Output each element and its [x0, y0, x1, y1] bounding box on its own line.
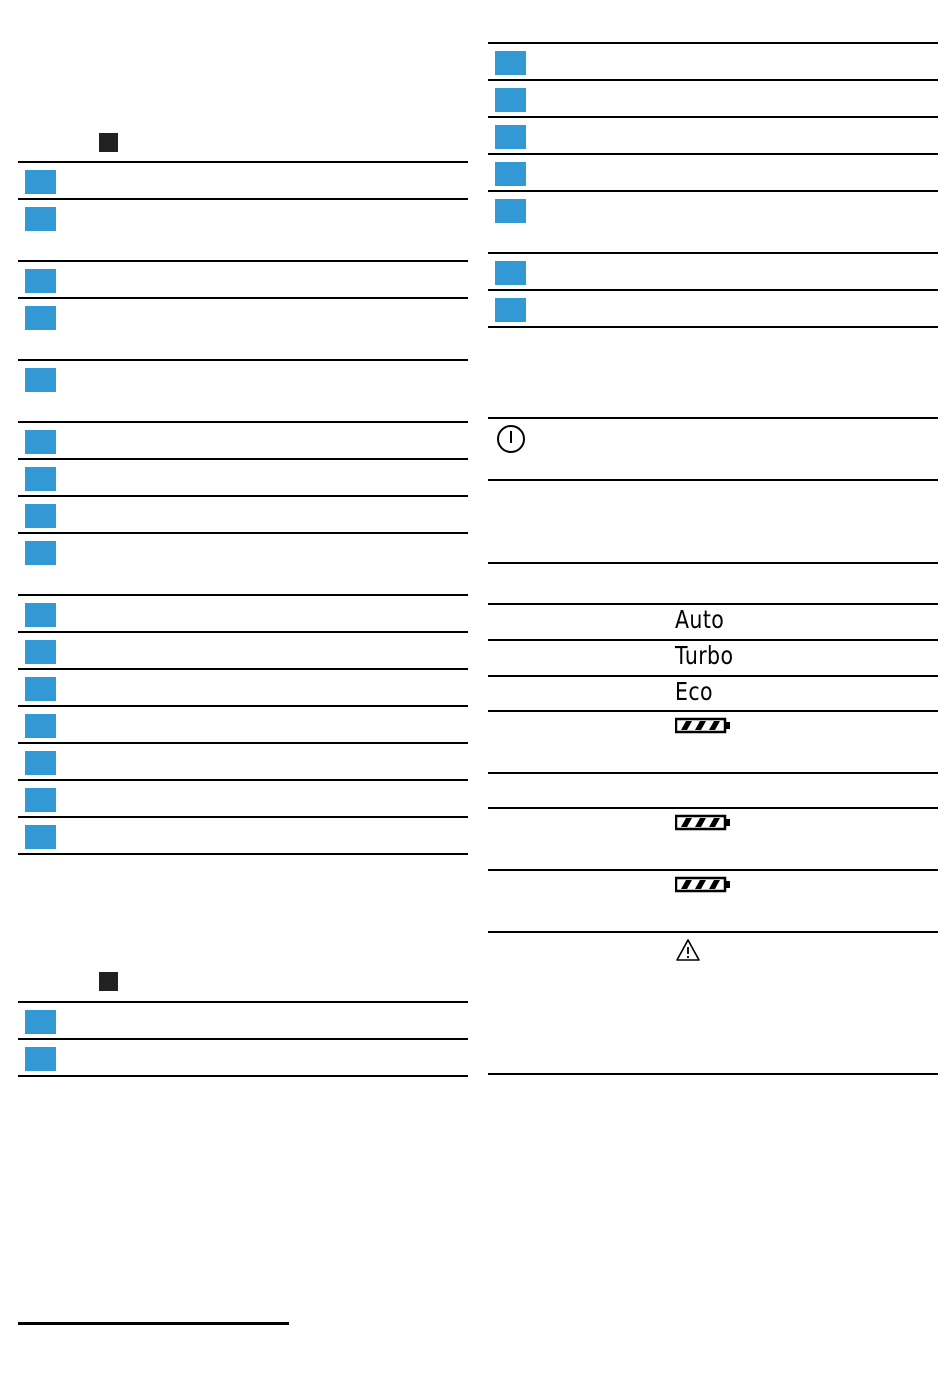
table-row — [488, 81, 938, 118]
table-row — [488, 254, 938, 291]
table-row — [18, 670, 468, 707]
table-row — [18, 744, 468, 781]
number-box — [495, 298, 526, 322]
parts-table-1 — [18, 161, 468, 855]
battery-full-icon — [675, 814, 731, 832]
table-row — [488, 155, 938, 192]
mode-row-eco — [488, 677, 938, 712]
number-box — [495, 162, 526, 186]
number-box — [25, 603, 56, 627]
table-row — [18, 163, 468, 200]
table-row — [18, 534, 468, 596]
table-row — [18, 707, 468, 744]
number-box — [25, 467, 56, 491]
number-box — [25, 751, 56, 775]
battery-row — [488, 712, 938, 774]
battery-full-icon — [675, 876, 731, 894]
divider — [488, 562, 938, 564]
table-row — [18, 1040, 468, 1077]
table-row — [488, 192, 938, 254]
number-box — [25, 170, 56, 194]
warning-row — [488, 933, 938, 1075]
number-box — [495, 88, 526, 112]
footnote-rule — [18, 1322, 289, 1325]
battery-row — [488, 871, 938, 933]
table-row — [18, 262, 468, 299]
table-row — [18, 497, 468, 534]
warning-triangle-icon — [675, 938, 701, 962]
mode-row-auto — [488, 605, 938, 641]
battery-full-icon — [675, 717, 731, 735]
table-row — [18, 460, 468, 497]
number-box — [25, 640, 56, 664]
table-row — [18, 818, 468, 855]
number-box — [25, 306, 56, 330]
number-box — [25, 504, 56, 528]
number-box — [495, 51, 526, 75]
left-column — [18, 0, 468, 1392]
number-box — [495, 261, 526, 285]
number-box — [25, 677, 56, 701]
mode-label: Turbo — [675, 641, 734, 670]
number-box — [25, 825, 56, 849]
right-column — [488, 0, 938, 1392]
parts-table-3 — [488, 42, 938, 328]
mode-label: Auto — [675, 605, 725, 634]
power-row — [488, 417, 938, 481]
power-icon — [496, 424, 526, 454]
section-marker — [99, 133, 118, 152]
number-box — [495, 199, 526, 223]
mode-row-turbo — [488, 641, 938, 677]
mode-label: Eco — [675, 677, 714, 706]
table-row — [18, 299, 468, 361]
table-row — [488, 44, 938, 81]
battery-row — [488, 809, 938, 871]
number-box — [25, 207, 56, 231]
section-marker — [99, 972, 118, 991]
table-row — [18, 781, 468, 818]
number-box — [25, 541, 56, 565]
number-box — [25, 1010, 56, 1034]
table-row — [488, 291, 938, 328]
table-row — [18, 633, 468, 670]
parts-table-2 — [18, 1001, 468, 1077]
number-box — [25, 1047, 56, 1071]
table-row — [18, 423, 468, 460]
table-row — [18, 1003, 468, 1040]
number-box — [495, 125, 526, 149]
number-box — [25, 368, 56, 392]
number-box — [25, 714, 56, 738]
table-row — [488, 118, 938, 155]
number-box — [25, 269, 56, 293]
number-box — [25, 430, 56, 454]
table-row — [18, 200, 468, 262]
battery-row-empty — [488, 774, 938, 809]
number-box — [25, 788, 56, 812]
table-row — [18, 361, 468, 423]
table-row — [18, 596, 468, 633]
